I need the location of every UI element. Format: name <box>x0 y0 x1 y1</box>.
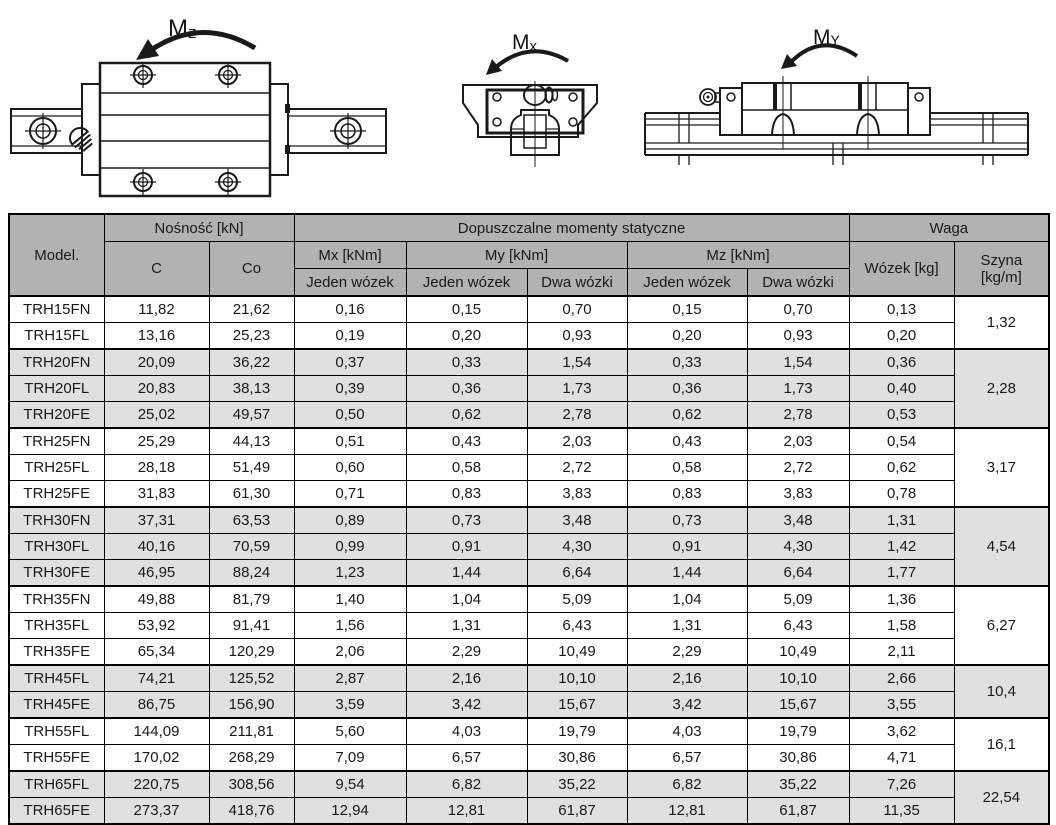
mx-jeden-cell: 0,71 <box>294 481 406 508</box>
co-cell: 25,23 <box>209 323 294 350</box>
c-cell: 25,29 <box>104 428 209 455</box>
c-cell: 20,83 <box>104 376 209 402</box>
wozek-cell: 0,40 <box>849 376 954 402</box>
c-cell: 49,88 <box>104 586 209 613</box>
carriage-mounting-holes <box>130 62 241 195</box>
szyna-cell: 3,17 <box>954 428 1049 507</box>
co-cell: 21,62 <box>209 296 294 323</box>
my-dwa-cell: 2,78 <box>527 402 627 429</box>
my-jeden-cell: 0,73 <box>406 507 527 534</box>
table-row <box>9 613 1049 639</box>
mz-jeden-cell: 1,31 <box>627 613 747 639</box>
diagram-my-side-view <box>645 18 1035 170</box>
model-cell: TRH35FN <box>9 586 104 613</box>
c-cell: 273,37 <box>104 798 209 825</box>
table-row <box>9 402 1049 429</box>
model-cell: TRH55FE <box>9 745 104 772</box>
mx-jeden-cell: 0,37 <box>294 349 406 376</box>
wozek-cell: 3,55 <box>849 692 954 719</box>
my-jeden-cell: 0,91 <box>406 534 527 560</box>
my-dwa-cell: 3,83 <box>527 481 627 508</box>
model-cell: TRH65FE <box>9 798 104 825</box>
model-cell: TRH55FL <box>9 718 104 745</box>
mx-jeden-cell: 0,19 <box>294 323 406 350</box>
mz-label: Mz <box>168 15 197 42</box>
mz-jeden-cell: 6,57 <box>627 745 747 772</box>
table-row <box>9 586 1049 613</box>
co-cell: 63,53 <box>209 507 294 534</box>
mx-jeden-cell: 9,54 <box>294 771 406 798</box>
diagram-mz-top-view <box>8 6 392 208</box>
wozek-cell: 4,71 <box>849 745 954 772</box>
szyna-cell: 2,28 <box>954 349 1049 428</box>
my-label: MY <box>813 26 840 49</box>
header-mz-dwa: Dwa wózki <box>747 269 849 297</box>
my-jeden-cell: 0,58 <box>406 455 527 481</box>
co-cell: 268,29 <box>209 745 294 772</box>
wozek-cell: 0,78 <box>849 481 954 508</box>
carriage-side-view <box>700 76 930 165</box>
mz-dwa-cell: 6,64 <box>747 560 849 587</box>
mz-jeden-cell: 0,73 <box>627 507 747 534</box>
mz-jeden-cell: 0,15 <box>627 296 747 323</box>
mx-label: Mx <box>512 31 537 55</box>
header-szyna-kgm: Szyna [kg/m] <box>954 242 1049 297</box>
c-cell: 31,83 <box>104 481 209 508</box>
c-cell: 53,92 <box>104 613 209 639</box>
szyna-cell: 4,54 <box>954 507 1049 586</box>
co-cell: 38,13 <box>209 376 294 402</box>
table-row <box>9 560 1049 587</box>
header-my: My [kNm] <box>406 242 627 269</box>
co-cell: 70,59 <box>209 534 294 560</box>
model-cell: TRH20FE <box>9 402 104 429</box>
table-row <box>9 745 1049 772</box>
c-cell: 46,95 <box>104 560 209 587</box>
c-cell: 170,02 <box>104 745 209 772</box>
mz-jeden-cell: 12,81 <box>627 798 747 825</box>
mz-jeden-cell: 0,91 <box>627 534 747 560</box>
rail-hole-mark-left <box>679 113 689 165</box>
my-dwa-cell: 0,70 <box>527 296 627 323</box>
mz-jeden-cell: 0,83 <box>627 481 747 508</box>
carriage-top-view <box>82 63 290 196</box>
model-cell: TRH25FN <box>9 428 104 455</box>
header-co: Co <box>209 242 294 297</box>
mx-jeden-cell: 0,60 <box>294 455 406 481</box>
my-jeden-cell: 0,33 <box>406 349 527 376</box>
mz-jeden-cell: 4,03 <box>627 718 747 745</box>
my-jeden-cell: 0,15 <box>406 296 527 323</box>
c-cell: 74,21 <box>104 665 209 692</box>
mx-jeden-cell: 1,23 <box>294 560 406 587</box>
mz-jeden-cell: 0,43 <box>627 428 747 455</box>
mz-dwa-cell: 3,83 <box>747 481 849 508</box>
table-row <box>9 692 1049 719</box>
wozek-cell: 0,53 <box>849 402 954 429</box>
c-cell: 65,34 <box>104 639 209 666</box>
my-jeden-cell: 1,04 <box>406 586 527 613</box>
mz-dwa-cell: 30,86 <box>747 745 849 772</box>
co-cell: 125,52 <box>209 665 294 692</box>
mx-jeden-cell: 2,06 <box>294 639 406 666</box>
my-dwa-cell: 19,79 <box>527 718 627 745</box>
mz-dwa-cell: 61,87 <box>747 798 849 825</box>
mz-dwa-cell: 1,54 <box>747 349 849 376</box>
mz-jeden-cell: 0,62 <box>627 402 747 429</box>
wozek-cell: 1,77 <box>849 560 954 587</box>
mz-dwa-cell: 0,70 <box>747 296 849 323</box>
my-dwa-cell: 1,73 <box>527 376 627 402</box>
mx-jeden-cell: 0,50 <box>294 402 406 429</box>
table-row <box>9 455 1049 481</box>
szyna-cell: 10,4 <box>954 665 1049 718</box>
mx-jeden-cell: 12,94 <box>294 798 406 825</box>
header-mx: Mx [kNm] <box>294 242 406 269</box>
c-cell: 144,09 <box>104 718 209 745</box>
c-cell: 28,18 <box>104 455 209 481</box>
my-dwa-cell: 61,87 <box>527 798 627 825</box>
my-jeden-cell: 0,62 <box>406 402 527 429</box>
mz-jeden-cell: 2,16 <box>627 665 747 692</box>
table-row <box>9 665 1049 692</box>
model-cell: TRH15FN <box>9 296 104 323</box>
mx-jeden-cell: 7,09 <box>294 745 406 772</box>
mx-jeden-cell: 0,89 <box>294 507 406 534</box>
c-cell: 220,75 <box>104 771 209 798</box>
mz-dwa-cell: 2,03 <box>747 428 849 455</box>
header-wozek-kg: Wózek [kg] <box>849 242 954 297</box>
my-dwa-cell: 2,03 <box>527 428 627 455</box>
my-jeden-cell: 0,83 <box>406 481 527 508</box>
co-cell: 156,90 <box>209 692 294 719</box>
co-cell: 308,56 <box>209 771 294 798</box>
header-mx-jeden: Jeden wózek <box>294 269 406 297</box>
wozek-cell: 3,62 <box>849 718 954 745</box>
my-jeden-cell: 6,57 <box>406 745 527 772</box>
grease-nipple <box>524 85 558 105</box>
table-row <box>9 349 1049 376</box>
mz-dwa-cell: 35,22 <box>747 771 849 798</box>
header-mz: Mz [kNm] <box>627 242 849 269</box>
mz-jeden-cell: 0,36 <box>627 376 747 402</box>
co-cell: 211,81 <box>209 718 294 745</box>
header-momenty: Dopuszczalne momenty statyczne <box>294 214 849 242</box>
wozek-cell: 0,20 <box>849 323 954 350</box>
my-dwa-cell: 0,93 <box>527 323 627 350</box>
co-cell: 44,13 <box>209 428 294 455</box>
my-jeden-cell: 1,31 <box>406 613 527 639</box>
mx-jeden-cell: 3,59 <box>294 692 406 719</box>
mx-jeden-cell: 2,87 <box>294 665 406 692</box>
mz-dwa-cell: 6,43 <box>747 613 849 639</box>
header-waga: Waga <box>849 214 1049 242</box>
model-cell: TRH35FL <box>9 613 104 639</box>
wozek-cell: 0,62 <box>849 455 954 481</box>
my-dwa-cell: 35,22 <box>527 771 627 798</box>
my-jeden-cell: 1,44 <box>406 560 527 587</box>
mz-jeden-cell: 1,44 <box>627 560 747 587</box>
szyna-cell: 22,54 <box>954 771 1049 824</box>
table-row <box>9 507 1049 534</box>
header-c: C <box>104 242 209 297</box>
model-cell: TRH20FN <box>9 349 104 376</box>
co-cell: 120,29 <box>209 639 294 666</box>
my-jeden-cell: 2,29 <box>406 639 527 666</box>
mz-dwa-cell: 4,30 <box>747 534 849 560</box>
grease-nipple <box>66 124 95 154</box>
co-cell: 49,57 <box>209 402 294 429</box>
mz-dwa-cell: 3,48 <box>747 507 849 534</box>
model-cell: TRH30FN <box>9 507 104 534</box>
mz-dwa-cell: 5,09 <box>747 586 849 613</box>
wozek-cell: 2,11 <box>849 639 954 666</box>
wozek-cell: 7,26 <box>849 771 954 798</box>
co-cell: 61,30 <box>209 481 294 508</box>
c-cell: 11,82 <box>104 296 209 323</box>
header-nosnosc: Nośność [kN] <box>104 214 294 242</box>
spec-table <box>8 213 1050 825</box>
wozek-cell: 1,36 <box>849 586 954 613</box>
c-cell: 40,16 <box>104 534 209 560</box>
mx-jeden-cell: 1,40 <box>294 586 406 613</box>
c-cell: 13,16 <box>104 323 209 350</box>
my-dwa-cell: 10,10 <box>527 665 627 692</box>
my-dwa-cell: 10,49 <box>527 639 627 666</box>
model-cell: TRH30FE <box>9 560 104 587</box>
co-cell: 36,22 <box>209 349 294 376</box>
wozek-cell: 0,13 <box>849 296 954 323</box>
mz-jeden-cell: 0,33 <box>627 349 747 376</box>
my-jeden-cell: 2,16 <box>406 665 527 692</box>
mx-jeden-cell: 0,39 <box>294 376 406 402</box>
wozek-cell: 1,42 <box>849 534 954 560</box>
header-model: Model. <box>9 214 104 296</box>
table-row <box>9 428 1049 455</box>
rail-hole-mark-right <box>983 113 993 165</box>
model-cell: TRH45FL <box>9 665 104 692</box>
mx-jeden-cell: 0,16 <box>294 296 406 323</box>
model-cell: TRH30FL <box>9 534 104 560</box>
co-cell: 91,41 <box>209 613 294 639</box>
c-cell: 86,75 <box>104 692 209 719</box>
table-row <box>9 323 1049 350</box>
my-jeden-cell: 3,42 <box>406 692 527 719</box>
co-cell: 81,79 <box>209 586 294 613</box>
model-cell: TRH20FL <box>9 376 104 402</box>
my-dwa-cell: 2,72 <box>527 455 627 481</box>
mz-dwa-cell: 0,93 <box>747 323 849 350</box>
wozek-cell: 0,36 <box>849 349 954 376</box>
model-cell: TRH45FE <box>9 692 104 719</box>
my-jeden-cell: 4,03 <box>406 718 527 745</box>
table-row <box>9 534 1049 560</box>
mx-jeden-cell: 5,60 <box>294 718 406 745</box>
my-jeden-cell: 0,20 <box>406 323 527 350</box>
my-dwa-cell: 6,43 <box>527 613 627 639</box>
co-cell: 88,24 <box>209 560 294 587</box>
rail-side-view <box>645 113 1028 165</box>
my-dwa-cell: 30,86 <box>527 745 627 772</box>
header-mz-jeden: Jeden wózek <box>627 269 747 297</box>
model-cell: TRH35FE <box>9 639 104 666</box>
my-jeden-cell: 0,36 <box>406 376 527 402</box>
mz-dwa-cell: 1,73 <box>747 376 849 402</box>
wozek-cell: 2,66 <box>849 665 954 692</box>
my-dwa-cell: 1,54 <box>527 349 627 376</box>
co-cell: 51,49 <box>209 455 294 481</box>
wozek-cell: 11,35 <box>849 798 954 825</box>
mx-rotation-arrow <box>486 51 568 75</box>
my-jeden-cell: 0,43 <box>406 428 527 455</box>
spec-table-body <box>9 296 1049 824</box>
model-cell: TRH65FL <box>9 771 104 798</box>
c-cell: 37,31 <box>104 507 209 534</box>
my-dwa-cell: 4,30 <box>527 534 627 560</box>
mz-jeden-cell: 3,42 <box>627 692 747 719</box>
header-my-dwa: Dwa wózki <box>527 269 627 297</box>
rail-hole-right <box>330 113 366 149</box>
mx-jeden-cell: 0,99 <box>294 534 406 560</box>
mx-jeden-cell: 0,51 <box>294 428 406 455</box>
table-row <box>9 639 1049 666</box>
model-cell: TRH25FE <box>9 481 104 508</box>
co-cell: 418,76 <box>209 798 294 825</box>
table-row <box>9 376 1049 402</box>
my-jeden-cell: 6,82 <box>406 771 527 798</box>
wozek-cell: 0,54 <box>849 428 954 455</box>
table-row <box>9 718 1049 745</box>
c-cell: 25,02 <box>104 402 209 429</box>
my-dwa-cell: 5,09 <box>527 586 627 613</box>
mz-dwa-cell: 2,72 <box>747 455 849 481</box>
wozek-cell: 1,58 <box>849 613 954 639</box>
mz-jeden-cell: 0,20 <box>627 323 747 350</box>
szyna-cell: 16,1 <box>954 718 1049 771</box>
mz-jeden-cell: 1,04 <box>627 586 747 613</box>
mz-dwa-cell: 10,10 <box>747 665 849 692</box>
mz-jeden-cell: 0,58 <box>627 455 747 481</box>
my-jeden-cell: 12,81 <box>406 798 527 825</box>
table-row <box>9 798 1049 825</box>
mx-jeden-cell: 1,56 <box>294 613 406 639</box>
mz-dwa-cell: 2,78 <box>747 402 849 429</box>
szyna-cell: 6,27 <box>954 586 1049 665</box>
wozek-cell: 1,31 <box>849 507 954 534</box>
header-my-jeden: Jeden wózek <box>406 269 527 297</box>
model-cell: TRH15FL <box>9 323 104 350</box>
my-dwa-cell: 3,48 <box>527 507 627 534</box>
table-row <box>9 481 1049 508</box>
table-row <box>9 771 1049 798</box>
mz-jeden-cell: 6,82 <box>627 771 747 798</box>
table-row <box>9 296 1049 323</box>
mz-dwa-cell: 19,79 <box>747 718 849 745</box>
mz-jeden-cell: 2,29 <box>627 639 747 666</box>
szyna-cell: 1,32 <box>954 296 1049 349</box>
rail-hole-left <box>25 113 61 149</box>
my-dwa-cell: 15,67 <box>527 692 627 719</box>
c-cell: 20,09 <box>104 349 209 376</box>
model-cell: TRH25FL <box>9 455 104 481</box>
grease-fitting <box>700 89 720 105</box>
diagram-mx-front-view <box>452 25 602 175</box>
my-dwa-cell: 6,64 <box>527 560 627 587</box>
mz-dwa-cell: 10,49 <box>747 639 849 666</box>
mz-dwa-cell: 15,67 <box>747 692 849 719</box>
